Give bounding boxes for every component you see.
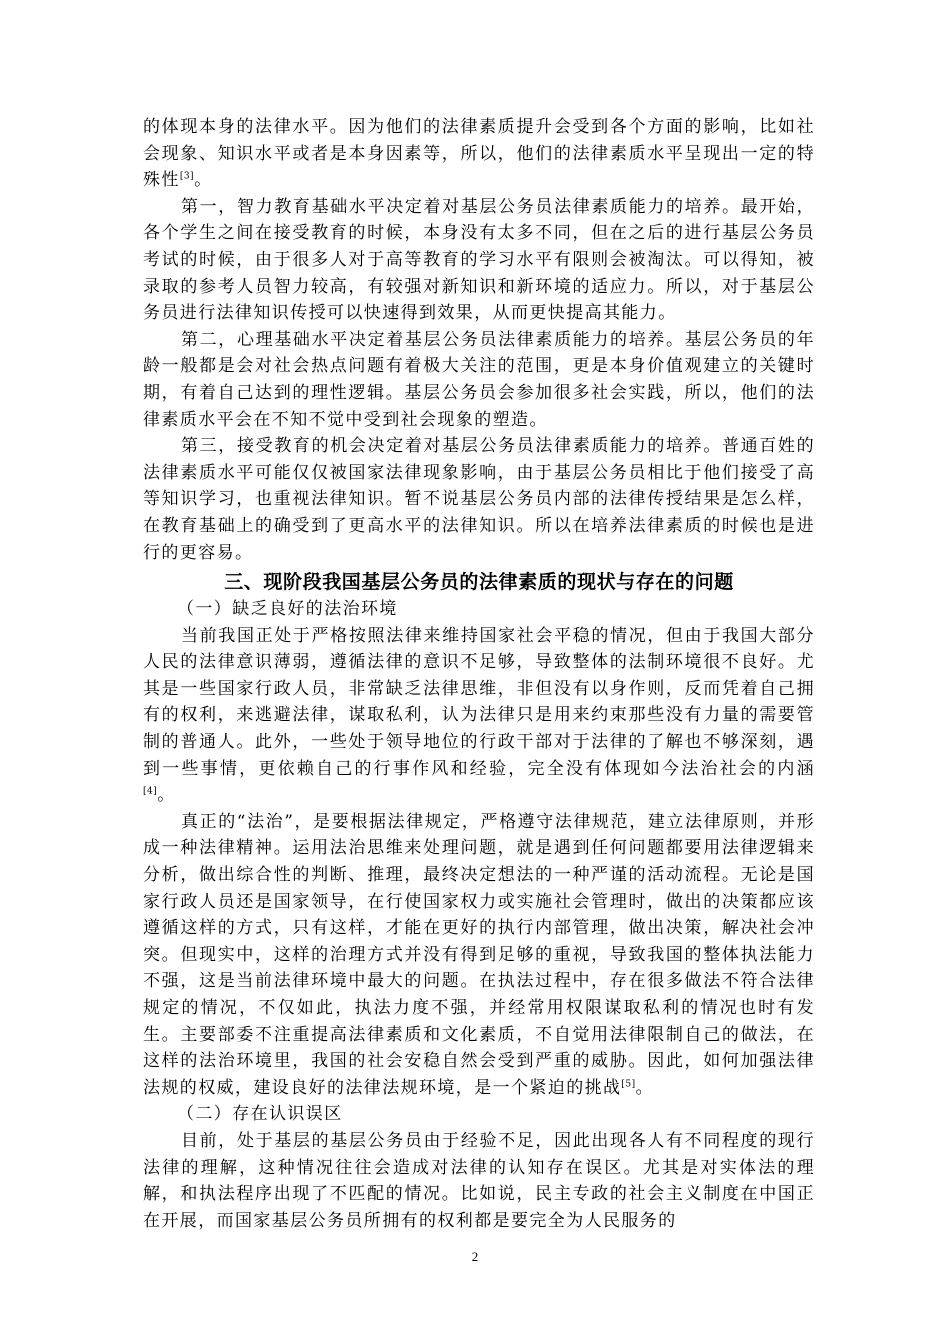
paragraph-rule-of-law <box>143 809 815 1102</box>
paragraph-tail: 。 <box>157 785 176 806</box>
paragraph-text: 当前我国正处于严格按照法律来维持国家社会平稳的情况，但由于我国大部分人民的法律意识薄弱，遵循法律的意识不足够，导致整体的法制环境很不良好。尤其是一些国家行政人员，非常缺乏法律思维，非但没有以身作则，反而凭着自己拥有的权利，来逃避法律，谋取私利，认为法律只是用来约束那些没有力量的需要管制的普通人。此外，一些处于领导地位的行政干部对于法律的了解也不够深刻，遇到一些事情，更依赖自己的行事作风和经验，完全没有体现如今法治社会的内涵 <box>143 625 815 779</box>
paragraph-tail: 。 <box>194 170 213 191</box>
subsection-heading-2: （二）存在认识误区 <box>177 1104 343 1125</box>
paragraph-text: 真正的“法治”，是要根据法律规定，严格遵守法律规范，建立法律原则，并形成一种法律精神。运用法治思维来处理问题，就是遇到任何问题都要用法律逻辑来分析，做出综合性的判断、推理，最终决定想法的一种严谨的活动流程。无论是国家行政人员还是国家领导，在行使国家权力或实施社会管理时，做出的决策都应该遵循这样的方式，只有这样，才能在更好的执行内部管理，做出决策，解决社会冲突。但现实中，这样的治理方式并没有得到足够的重视，导致我国的整体执法能力不强，这是当前法律环境中最大的问题。在执法过程中，存在很多做法不符合法律规定的情况，不仅如此，执法力度不强，并经常用权限谋取私利的情况也时有发生。主要部委不注重提高法律素质和文化素质，不自觉用法律限制自己的做法，在这样的法治环境里，我国的社会安稳自然会受到严重的威胁。因此，如何加强法律法规的权威，建设良好的法律法规环境，是一个紧迫的挑战 <box>143 811 815 1098</box>
citation-ref: [3] <box>179 171 195 182</box>
paragraph-tail: 。 <box>635 1077 655 1098</box>
paragraph-text: 的体现本身的法律水平。因为他们的法律素质提升会受到各个方面的影响，比如社会现象、知识水平或者是本身因素等，所以，他们的法律素质水平呈现出一定的特殊性 <box>143 117 815 191</box>
document-page <box>143 114 815 1234</box>
section-heading: 三、现阶段我国基层公务员的法律素质的现状与存在的问题 <box>224 571 734 594</box>
citation-ref: [5] <box>621 1079 636 1090</box>
paragraph-continuation <box>143 114 815 194</box>
paragraph-first-point: 第一，智力教育基础水平决定着对基层公务员法律素质能力的培养。最开始，各个学生之间在接受教育的时候，本身没有太多不同，但在之后的进行基层公务员考试的时候，由于很多人对于高等教育的学习水平有限则会被淘汰。可以得知，被录取的参考人员智力较高，有较强对新知识和新环境的适应力。所以，对于基层公务员进行法律知识传授可以快速得到效果，从而更快提高其能力。 <box>143 196 815 324</box>
citation-ref: [4] <box>143 786 158 797</box>
paragraph-misconception: 目前，处于基层的基层公务员由于经验不足，因此出现各人有不同程度的现行法律的理解，这种情况往往会造成对法律的认知存在误区。尤其是对实体法的理解，和执法程序出现了不匹配的情况。比如说，民主专政的社会主义制度在中国正在开展，而国家基层公务员所拥有的权利都是要完全为人民服务的 <box>143 1130 815 1231</box>
paragraph-second-point: 第二，心理基础水平决定着基层公务员法律素质能力的培养。基层公务员的年龄一般都是会对社会热点问题有着极大关注的范围，更是本身价值观建立的关键时期，有着自己达到的理性逻辑。基层公务员会参加很多社会实践，所以，他们的法律素质水平会在不知不觉中受到社会现象的塑造。 <box>143 329 815 430</box>
subsection-heading-1: （一）缺乏良好的法治环境 <box>177 599 398 620</box>
page-number: 2 <box>471 1249 479 1264</box>
paragraph-third-point: 第三，接受教育的机会决定着对基层公务员法律素质能力的培养。普通百姓的法律素质水平可能仅仅被国家法律现象影响，由于基层公务员相比于他们接受了高等知识学习，也重视法律知识。暂不说基层公务员内部的法律传授结果是怎么样，在教育基础上的确受到了更高水平的法律知识。所以在培养法律素质的时候也是进行的更容易。 <box>143 436 815 563</box>
paragraph-legal-environment <box>143 623 815 809</box>
